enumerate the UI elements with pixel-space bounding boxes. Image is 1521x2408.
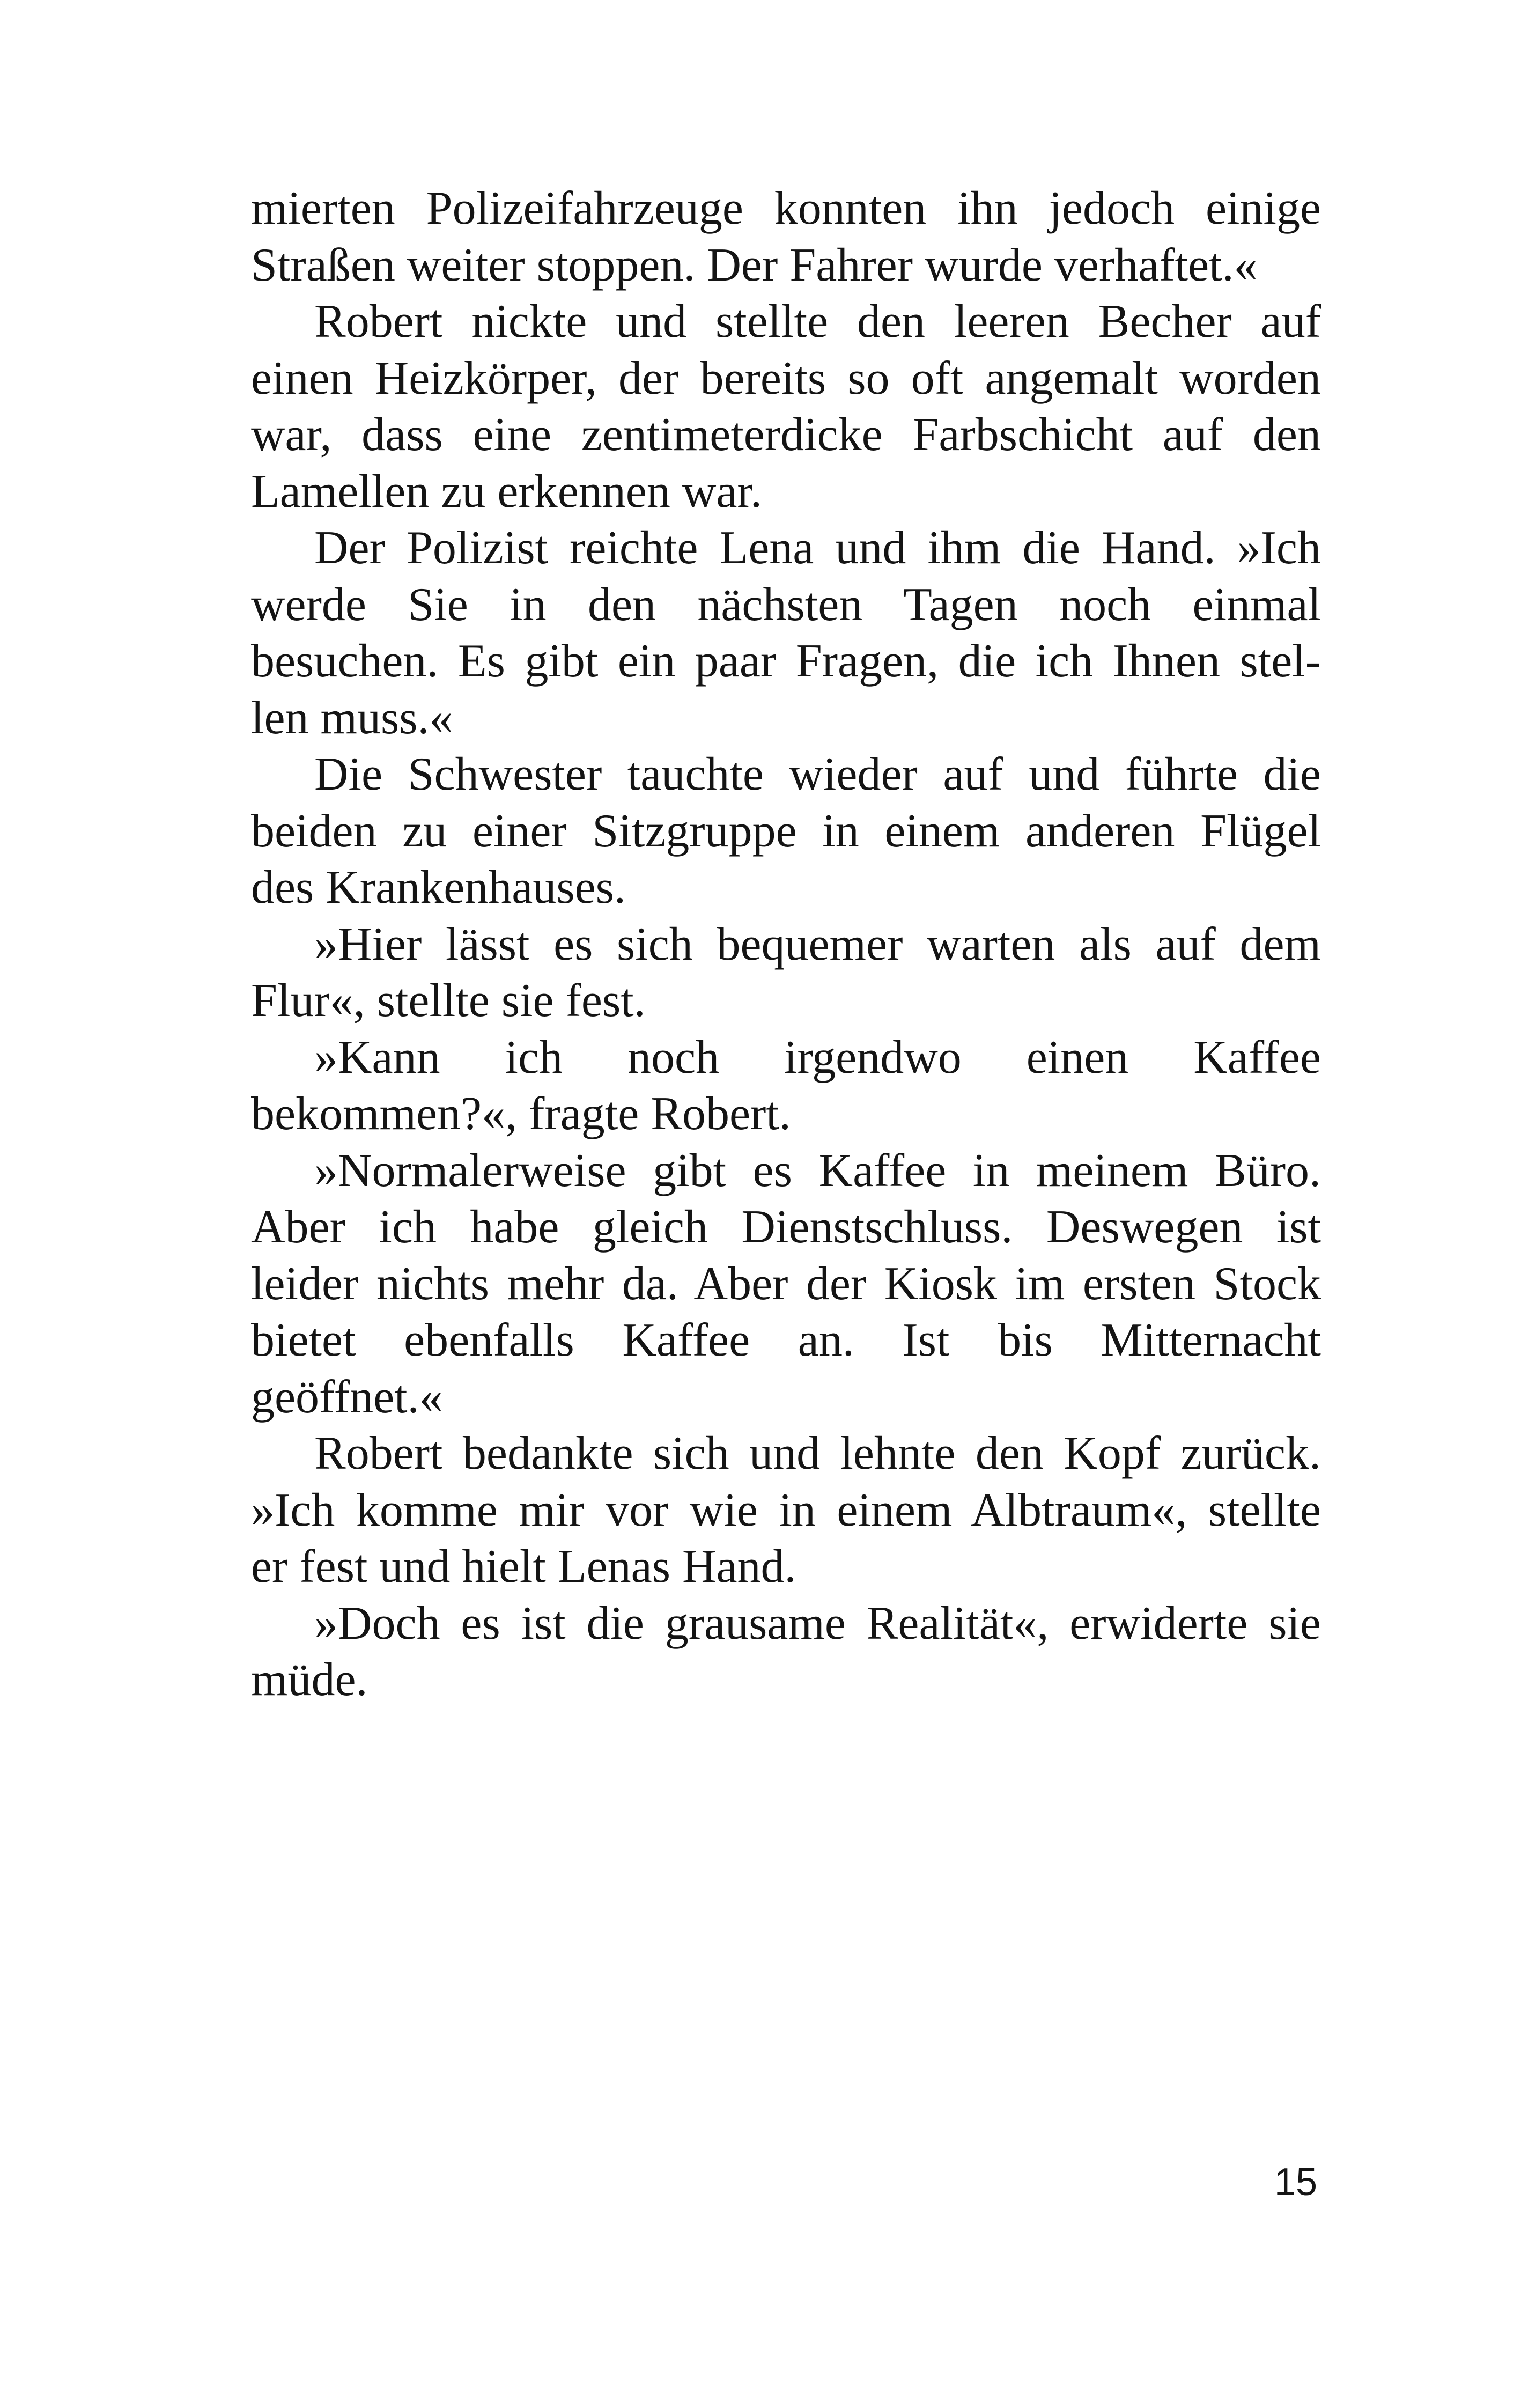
paragraph-6 [251, 1029, 1321, 1143]
text-line: werde Sie in den nächsten Tagen noch einmal [251, 578, 1321, 631]
paragraph-7 [251, 1143, 1321, 1426]
text-line: Robert bedankte sich und lehnte den Kopf zurück. [314, 1427, 1321, 1479]
paragraph-5 [251, 916, 1321, 1029]
text-line: Robert nickte und stellte den leeren Becher auf [314, 296, 1321, 348]
text-line: »Hier lässt es sich bequemer warten als auf dem [314, 918, 1321, 970]
text-line: Flur«, stellte sie fest. [251, 975, 646, 1027]
text-line: Straßen weiter stoppen. Der Fahrer wurde verhaftet.« [251, 239, 1258, 291]
paragraph-2 [251, 293, 1321, 520]
text-line: müde. [251, 1654, 368, 1706]
paragraph-3 [251, 520, 1321, 746]
text-line: mierten Polizeifahrzeuge konnten ihn jedoch einige [251, 182, 1321, 234]
text-line: des Krankenhauses. [251, 861, 626, 914]
text-line: Aber ich habe gleich Dienstschluss. Deswegen ist [251, 1201, 1321, 1253]
paragraph-4 [251, 746, 1321, 916]
text-line: Lamellen zu erkennen war. [251, 465, 762, 518]
text-line: war, dass eine zentimeterdicke Farbschicht auf den [251, 409, 1321, 461]
text-line: »Kann ich noch irgendwo einen Kaffee [314, 1031, 1321, 1084]
paragraph-9 [251, 1595, 1321, 1709]
body-text [251, 180, 1321, 1709]
text-line: bekommen?«, fragte Robert. [251, 1088, 791, 1140]
paragraph-1 [251, 180, 1321, 293]
text-line: geöffnet.« [251, 1371, 443, 1423]
page-number: 15 [1274, 2161, 1317, 2204]
text-line: Die Schwester tauchte wieder auf und führte die [314, 748, 1321, 800]
text-line: bietet ebenfalls Kaffee an. Ist bis Mitternacht [251, 1314, 1321, 1366]
text-line: »Normalerweise gibt es Kaffee in meinem Büro. [314, 1144, 1321, 1197]
text-line: er fest und hielt Lenas Hand. [251, 1541, 796, 1593]
text-line: besuchen. Es gibt ein paar Fragen, die ich Ihnen stel- [251, 635, 1321, 687]
text-line: beiden zu einer Sitzgruppe in einem anderen Flügel [251, 805, 1321, 857]
text-line: len muss.« [251, 691, 453, 744]
paragraph-8 [251, 1425, 1321, 1595]
text-line: »Ich komme mir vor wie in einem Albtraum«, stellte [251, 1484, 1321, 1536]
text-line: Der Polizist reichte Lena und ihm die Hand. »Ich [314, 522, 1321, 574]
text-line: einen Heizkörper, der bereits so oft angemalt worden [251, 352, 1321, 404]
text-line: »Doch es ist die grausame Realität«, erwiderte sie [314, 1597, 1321, 1649]
text-line: leider nichts mehr da. Aber der Kiosk im ersten Stock [251, 1257, 1321, 1310]
